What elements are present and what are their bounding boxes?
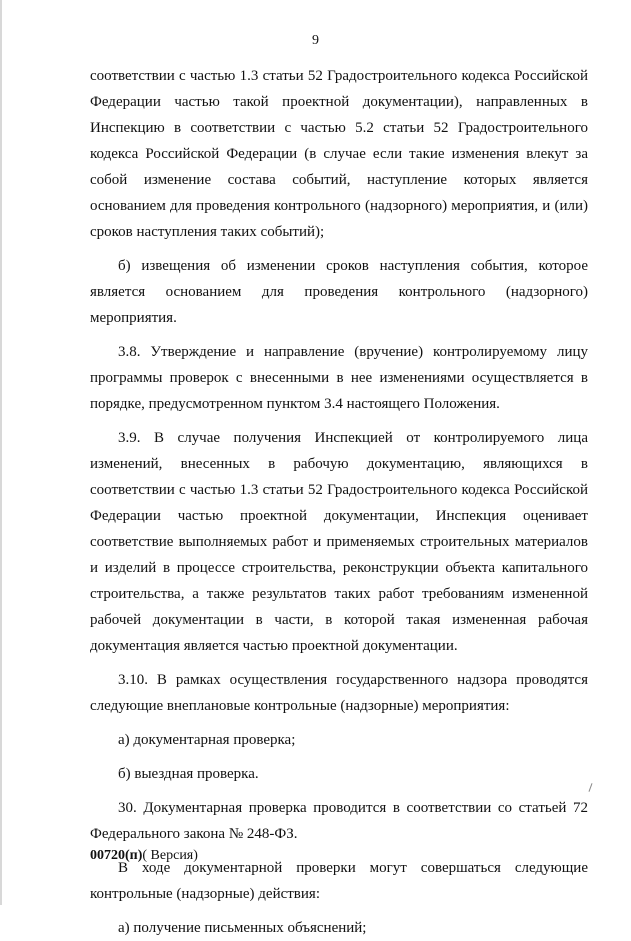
list-item-b-onsite: б) выездная проверка. (118, 766, 259, 782)
document-version: ( Версия) (142, 848, 198, 863)
paragraph-item-b-notice: б) извещения об изменении сроков наступления события, которое является основанием для проведения контрольного (надзорного) мероприятия. (90, 258, 588, 326)
document-footer (90, 848, 198, 864)
paragraph-actions-intro: В ходе документарной проверки могут совершаться следующие контрольные (надзорные) действия: (90, 860, 588, 902)
list-item-a-explanations: а) получение письменных объяснений; (118, 920, 367, 936)
paragraph-continuation: соответствии с частью 1.3 статьи 52 Градостроительного кодекса Российской Федерации частью такой проектной документации), направленных в Инспекцию в соответствии с частью 5.2 статьи 52 Градостроительного кодекса Российской Федерации (в случае если такие изменения влекут за собой изменение состава событий, наступление которых является основанием для проведения контрольного (надзорного) мероприятия, и (или) сроков наступления таких событий); (90, 68, 588, 240)
document-code: 00720(п) (90, 848, 143, 863)
paragraph-3-10: 3.10. В рамках осуществления государственного надзора проводятся следующие внеплановые контрольные (надзорные) мероприятия: (90, 672, 588, 714)
page-number: 9 (312, 33, 319, 48)
document-body (90, 63, 588, 941)
paragraph-3-9: 3.9. В случае получения Инспекцией от контролируемого лица изменений, внесенных в рабочую документацию, являющихся в соответствии с частью 1.3 статьи 52 Градостроительного кодекса Российской Федерации частью проектной документации, Инспекция оценивает соответствие выполняемых работ и применяемых строительных материалов и изделий в процессе строительства, реконструкции объекта капитального строительства, а также результатов таких работ требованиям измененной рабочей документации в части, в которой такая измененная рабочая документация является частью проектной документации. (90, 430, 588, 654)
list-item-a-documentary: а) документарная проверка; (118, 732, 296, 748)
page-edge-shadow (0, 0, 2, 905)
paragraph-30: 30. Документарная проверка проводится в соответствии со статьей 72 Федерального закона № 248-ФЗ. (90, 800, 588, 842)
paragraph-3-8: 3.8. Утверждение и направление (вручение) контролируемому лицу программы проверок с внесенными в нее изменениями осуществляется в порядке, предусмотренном пунктом 3.4 настоящего Положения. (90, 344, 588, 412)
scan-artifact-mark (588, 783, 592, 792)
